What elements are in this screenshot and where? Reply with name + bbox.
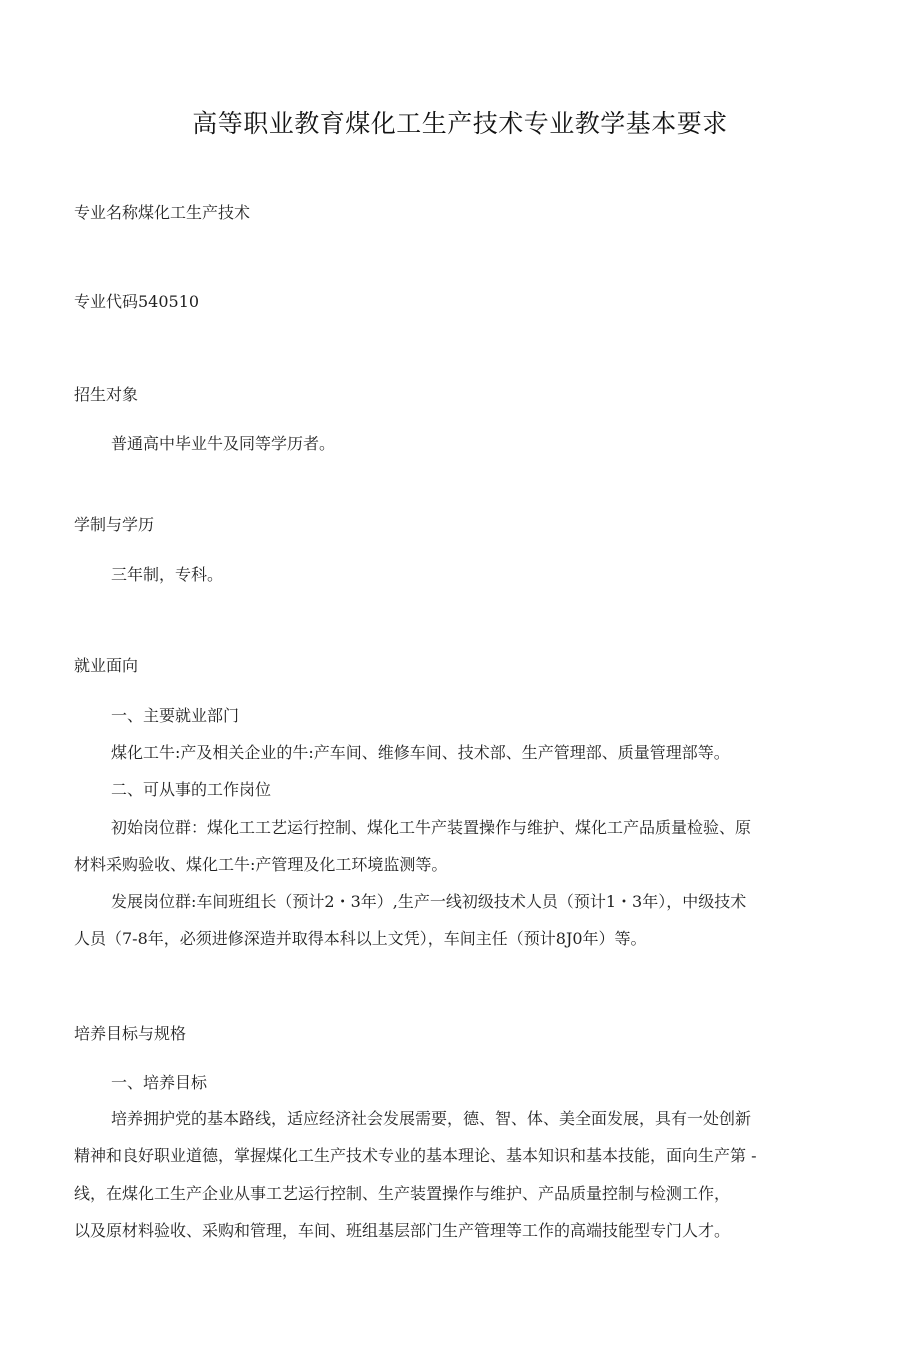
major-name: 专业名称煤化工生产技术 <box>74 203 251 222</box>
initial-positions-line2: 材料采购验收、煤化工牛:产管理及化工环境监测等。 <box>74 855 448 874</box>
initial-positions-line1: 初始岗位群：煤化工工艺运行控制、煤化工牛产装置操作与维护、煤化工产品质量检验、原 <box>111 818 752 837</box>
training-text-line4: 以及原材料验收、采购和管理，车间、班组基层部门生产管理等工作的高端技能型专门人才。 <box>74 1221 731 1240</box>
duration-text: 三年制，专科。 <box>111 565 224 584</box>
employment-sub2-heading: 二、可从事的工作岗位 <box>111 780 272 799</box>
training-text-line3: 线，在煤化工生产企业从事工艺运行控制、生产装置操作与维护、产品质量控制与检测工作， <box>74 1184 731 1203</box>
employment-heading: 就业面向 <box>74 656 139 675</box>
training-text-line1: 培养拥护党的基本路线，适应经济社会发展需要，德、智、体、美全面发展，具有一处创新 <box>111 1109 752 1128</box>
enrollment-heading: 招生对象 <box>74 385 139 404</box>
document-title: 高等职业教育煤化工生产技术专业教学基本要求 <box>192 109 728 138</box>
enrollment-text: 普通高中毕业牛及同等学历者。 <box>111 434 336 453</box>
employment-sub1-text: 煤化工牛:产及相关企业的牛:产车间、维修车间、技术部、生产管理部、质量管理部等。 <box>111 743 730 762</box>
develop-positions-line2: 人员（7-8年，必须进修深造并取得本科以上文凭），车间主任（预计8J0年）等。 <box>74 929 647 948</box>
training-heading: 培养目标与规格 <box>74 1024 187 1043</box>
training-sub1-heading: 一、培养目标 <box>111 1073 208 1092</box>
develop-positions-line1: 发展岗位群:车间班组长（预计2・3年）,生产一线初级技术人员（预计1・3年），中级技术 <box>111 892 747 911</box>
employment-sub1-heading: 一、主要就业部门 <box>111 706 240 725</box>
major-code: 专业代码540510 <box>74 292 200 311</box>
duration-heading: 学制与学历 <box>74 515 155 534</box>
training-text-line2: 精神和良好职业道德，掌握煤化工生产技术专业的基本理论、基本知识和基本技能，面向生产第 - <box>74 1146 757 1165</box>
